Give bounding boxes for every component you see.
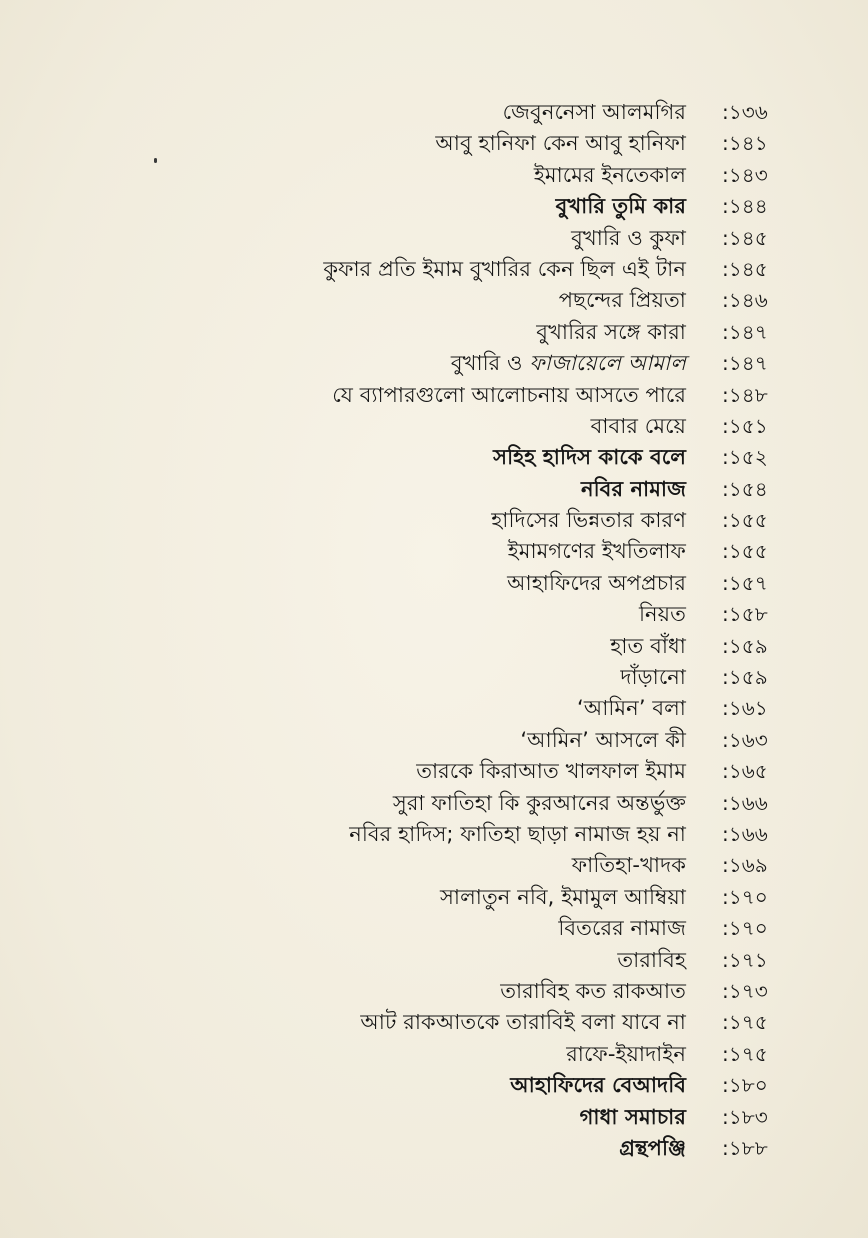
toc-entry: [0, 724, 868, 755]
toc-entry: [0, 1101, 868, 1132]
toc-entry: [0, 630, 868, 661]
toc-entry-title: বুখারি তুমি কার: [555, 194, 686, 219]
toc-entry-page: :১৫৭: [722, 570, 768, 595]
toc-entry: [0, 692, 868, 723]
toc-entry-title: নিয়ত: [639, 602, 686, 627]
toc-entry: [0, 1069, 868, 1100]
toc-entry-page: :১৫৯: [722, 665, 768, 690]
toc-entry-title: দাঁড়ানো: [620, 665, 686, 690]
toc-entry-page: :১৪৬: [722, 288, 768, 313]
toc-entry-page: :১৬৫: [722, 759, 768, 784]
toc-entry-title: যে ব্যাপারগুলো আলোচনায় আসতে পারে: [332, 382, 686, 407]
toc-entry-title: তারকে কিরাআত খালফাল ইমাম: [416, 759, 686, 784]
toc-entry-page: :১৬৬: [722, 790, 768, 815]
toc-entry-title: ইমামের ইনতেকাল: [533, 162, 686, 187]
toc-entry-page: :১৫৫: [722, 539, 768, 564]
toc-entry-page: :১৭৫: [722, 1041, 768, 1066]
toc-entry-page: :১৪১: [722, 131, 768, 156]
toc-entry-page: :১৭৩: [722, 978, 768, 1003]
toc-entry-page: :১৬৯: [722, 853, 768, 878]
toc-entry: [0, 567, 868, 598]
toc-entry-page: :১৫৪: [722, 476, 768, 501]
toc-entry-page: :১৫৮: [722, 602, 768, 627]
toc-entry-title: আবু হানিফা কেন আবু হানিফা: [435, 131, 686, 156]
toc-entry-title-plain: বুখারি ও: [450, 351, 530, 376]
toc-entry: [0, 1006, 868, 1037]
toc-entry-page: :১৫১: [722, 413, 768, 438]
toc-entry: [0, 190, 868, 221]
toc-entry: [0, 316, 868, 347]
toc-entry-title: নবির নামাজ: [581, 476, 686, 501]
toc-entry-page: :১৫৫: [722, 508, 768, 533]
toc-entry: [0, 441, 868, 472]
toc-entry-page: :১৩৬: [722, 100, 768, 124]
toc-entry-title: তারাবিহ কত রাকআত: [500, 978, 686, 1003]
toc-entry-title: ইমামগণের ইখতিলাফ: [507, 539, 686, 564]
toc-entry-page: :১৪৫: [722, 256, 768, 281]
toc-entry-title: তারাবিহ: [617, 947, 686, 972]
toc-entry-title: বুখারি ও কুফা: [571, 225, 686, 250]
toc-entry-title: জেবুননেসা আলমগির: [502, 100, 686, 124]
toc-entry: [0, 1038, 868, 1069]
toc-entry: [0, 222, 868, 253]
toc-entry-title: আহাফিদের বেআদবি: [510, 1073, 686, 1098]
toc-entry: [0, 127, 868, 158]
toc-entry-page: :১৬৬: [722, 821, 768, 846]
toc-entry-title: পছন্দের প্রিয়তা: [558, 288, 686, 313]
toc-entry-page: :১৭৫: [722, 1010, 768, 1035]
toc-entry-page: :১৪৭: [722, 319, 768, 344]
toc-entry-title: কুফার প্রতি ইমাম বুখারির কেন ছিল এই টান: [323, 256, 686, 281]
toc-entry-page: :১৪৫: [722, 225, 768, 250]
toc-entry: [0, 410, 868, 441]
toc-entry-page: :১৮৮: [722, 1135, 768, 1160]
toc-entry-title: নবির হাদিস; ফাতিহা ছাড়া নামাজ হয় না: [349, 821, 686, 846]
toc-entry: [0, 379, 868, 410]
toc-entry-page: :১৭০: [722, 916, 768, 941]
toc-entry-title: রাফে-ইয়াদাইন: [566, 1041, 686, 1066]
toc-entry: [0, 881, 868, 912]
toc-entry-title: বুখারির সঙ্গে কারা: [536, 319, 686, 344]
toc-entry: [0, 944, 868, 975]
toc-entry-page: :১৫২: [722, 445, 768, 470]
toc-entry-title: ফাতিহা-খাদক: [571, 853, 686, 878]
toc-entry-page: :১৮৩: [722, 1104, 768, 1129]
toc-entry-page: :১৪৩: [722, 162, 768, 187]
toc-entry-page: :১৮০: [722, 1073, 768, 1098]
toc-entry-page: :১৪৪: [722, 194, 768, 219]
toc-entry: [0, 661, 868, 692]
toc-entry: [0, 159, 868, 190]
toc-entry-title: বিতরের নামাজ: [558, 916, 686, 941]
toc-entry: [0, 504, 868, 535]
toc-entry-title: হাত বাঁধা: [610, 633, 686, 658]
toc-entry: [0, 818, 868, 849]
toc-entry-title: আহাফিদের অপপ্রচার: [507, 570, 686, 595]
toc-entry-title: আট রাকআতকে তারাবিই বলা যাবে না: [360, 1010, 686, 1035]
toc-entry: [0, 473, 868, 504]
toc-entry-title: সুরা ফাতিহা কি কুরআনের অন্তর্ভুক্ত: [392, 790, 686, 815]
toc-entry: [0, 96, 868, 127]
toc-entry: [0, 912, 868, 943]
table-of-contents: [0, 96, 868, 1163]
toc-entry-page: :১৪৭: [722, 351, 768, 376]
toc-entry-page: :১৭১: [722, 947, 768, 972]
toc-entry-title-italic: ফাজায়েলে আমাল: [529, 351, 686, 376]
toc-entry-title: [451, 350, 686, 376]
toc-entry: [0, 1132, 868, 1163]
toc-entry: [0, 787, 868, 818]
toc-entry-title: বাবার মেয়ে: [590, 413, 686, 438]
toc-entry-title: ‘আমিন’ বলা: [577, 696, 686, 721]
toc-entry-title: সহিহ হাদিস কাকে বলে: [493, 445, 686, 470]
toc-entry: [0, 535, 868, 566]
toc-entry: [0, 253, 868, 284]
toc-entry: [0, 975, 868, 1006]
toc-entry-page: :১৪৮: [722, 382, 768, 407]
toc-entry-page: :১৫৯: [722, 633, 768, 658]
toc-entry: [0, 347, 868, 378]
toc-entry-title: সালাতুন নবি, ইমামুল আম্বিয়া: [440, 884, 686, 909]
toc-entry-title: গাধা সমাচার: [579, 1104, 686, 1129]
toc-entry: [0, 284, 868, 315]
toc-entry: [0, 755, 868, 786]
toc-entry-title: ‘আমিন’ আসলে কী: [520, 727, 686, 752]
toc-entry-page: :১৭০: [722, 884, 768, 909]
toc-entry-title: গ্রন্থপঞ্জি: [619, 1135, 686, 1160]
toc-entry-title: হাদিসের ভিন্নতার কারণ: [491, 508, 686, 533]
toc-entry-page: :১৬১: [722, 696, 768, 721]
toc-entry: [0, 598, 868, 629]
toc-entry-page: :১৬৩: [722, 727, 768, 752]
toc-entry: [0, 849, 868, 880]
